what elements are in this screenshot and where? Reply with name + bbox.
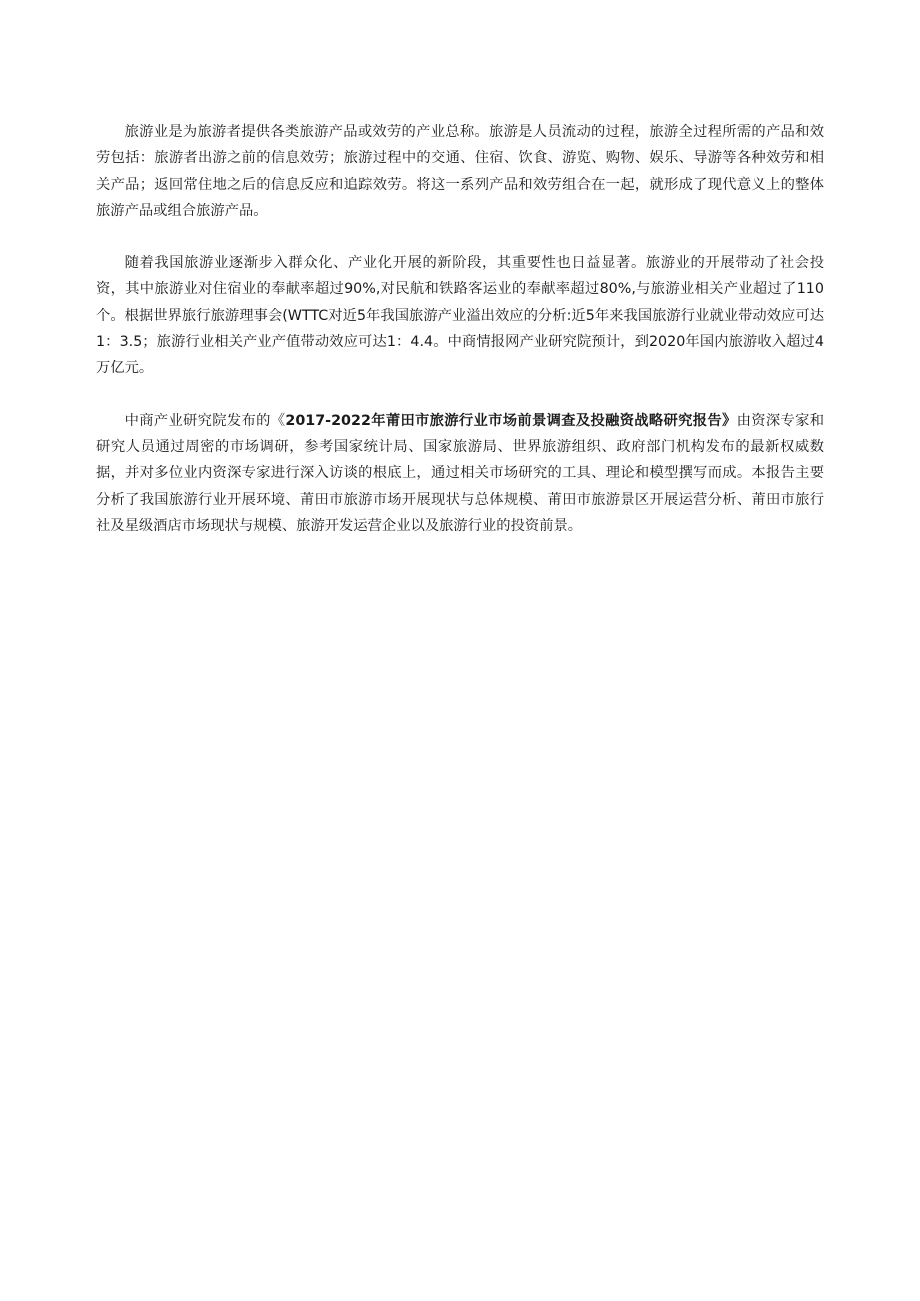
report-intro-body: 由资深专家和研究人员通过周密的市场调研，参考国家统计局、国家旅游局、世界旅游组织、政府部门机构发布的最新权威数据，并对多位业内资深专家进行深入访谈的根底上，通过相关市场研究的工具、理论和模型撰写而成。本报告主要分析了我国旅游行业开展环境、莆田市旅游市场开展现状与总体规模、莆田市旅游景区开展运营分析、莆田市旅行社及星级酒店市场现状与规模、旅游开发运营企业以及旅游行业的投资前景。 xyxy=(96,412,825,534)
report-title: 2017-2022年莆田市旅游行业市场前景调查及投融资战略研究报告》 xyxy=(285,412,737,429)
paragraph-tourism-impact: 随着我国旅游业逐渐步入群众化、产业化开展的新阶段，其重要性也日益显著。旅游业的开展带动了社会投资，其中旅游业对住宿业的奉献率超过90%,对民航和铁路客运业的奉献率超过80%,与旅游业相关产业超过了110个。根据世界旅行旅游理事会(WTTC对近5年我国旅游产业溢出效应的分析:近5年来我国旅游行业就业带动效应可达1：3.5；旅游行业相关产业产值带动效应可达1：4.4。中商情报网产业研究院预计，到2020年国内旅游收入超过4万亿元。 xyxy=(96,255,824,377)
document-body xyxy=(96,119,824,565)
paragraph-report-intro xyxy=(96,408,824,539)
report-intro-lead: 中商产业研究院发布的《 xyxy=(124,412,286,429)
paragraph-tourism-definition: 旅游业是为旅游者提供各类旅游产品或效劳的产业总称。旅游是人员流动的过程，旅游全过程所需的产品和效劳包括：旅游者出游之前的信息效劳；旅游过程中的交通、住宿、饮食、游览、购物、娱乐、导游等各种效劳和相关产品；返回常住地之后的信息反应和追踪效劳。将这一系列产品和效劳组合在一起，就形成了现代意义上的整体旅游产品或组合旅游产品。 xyxy=(96,124,824,219)
